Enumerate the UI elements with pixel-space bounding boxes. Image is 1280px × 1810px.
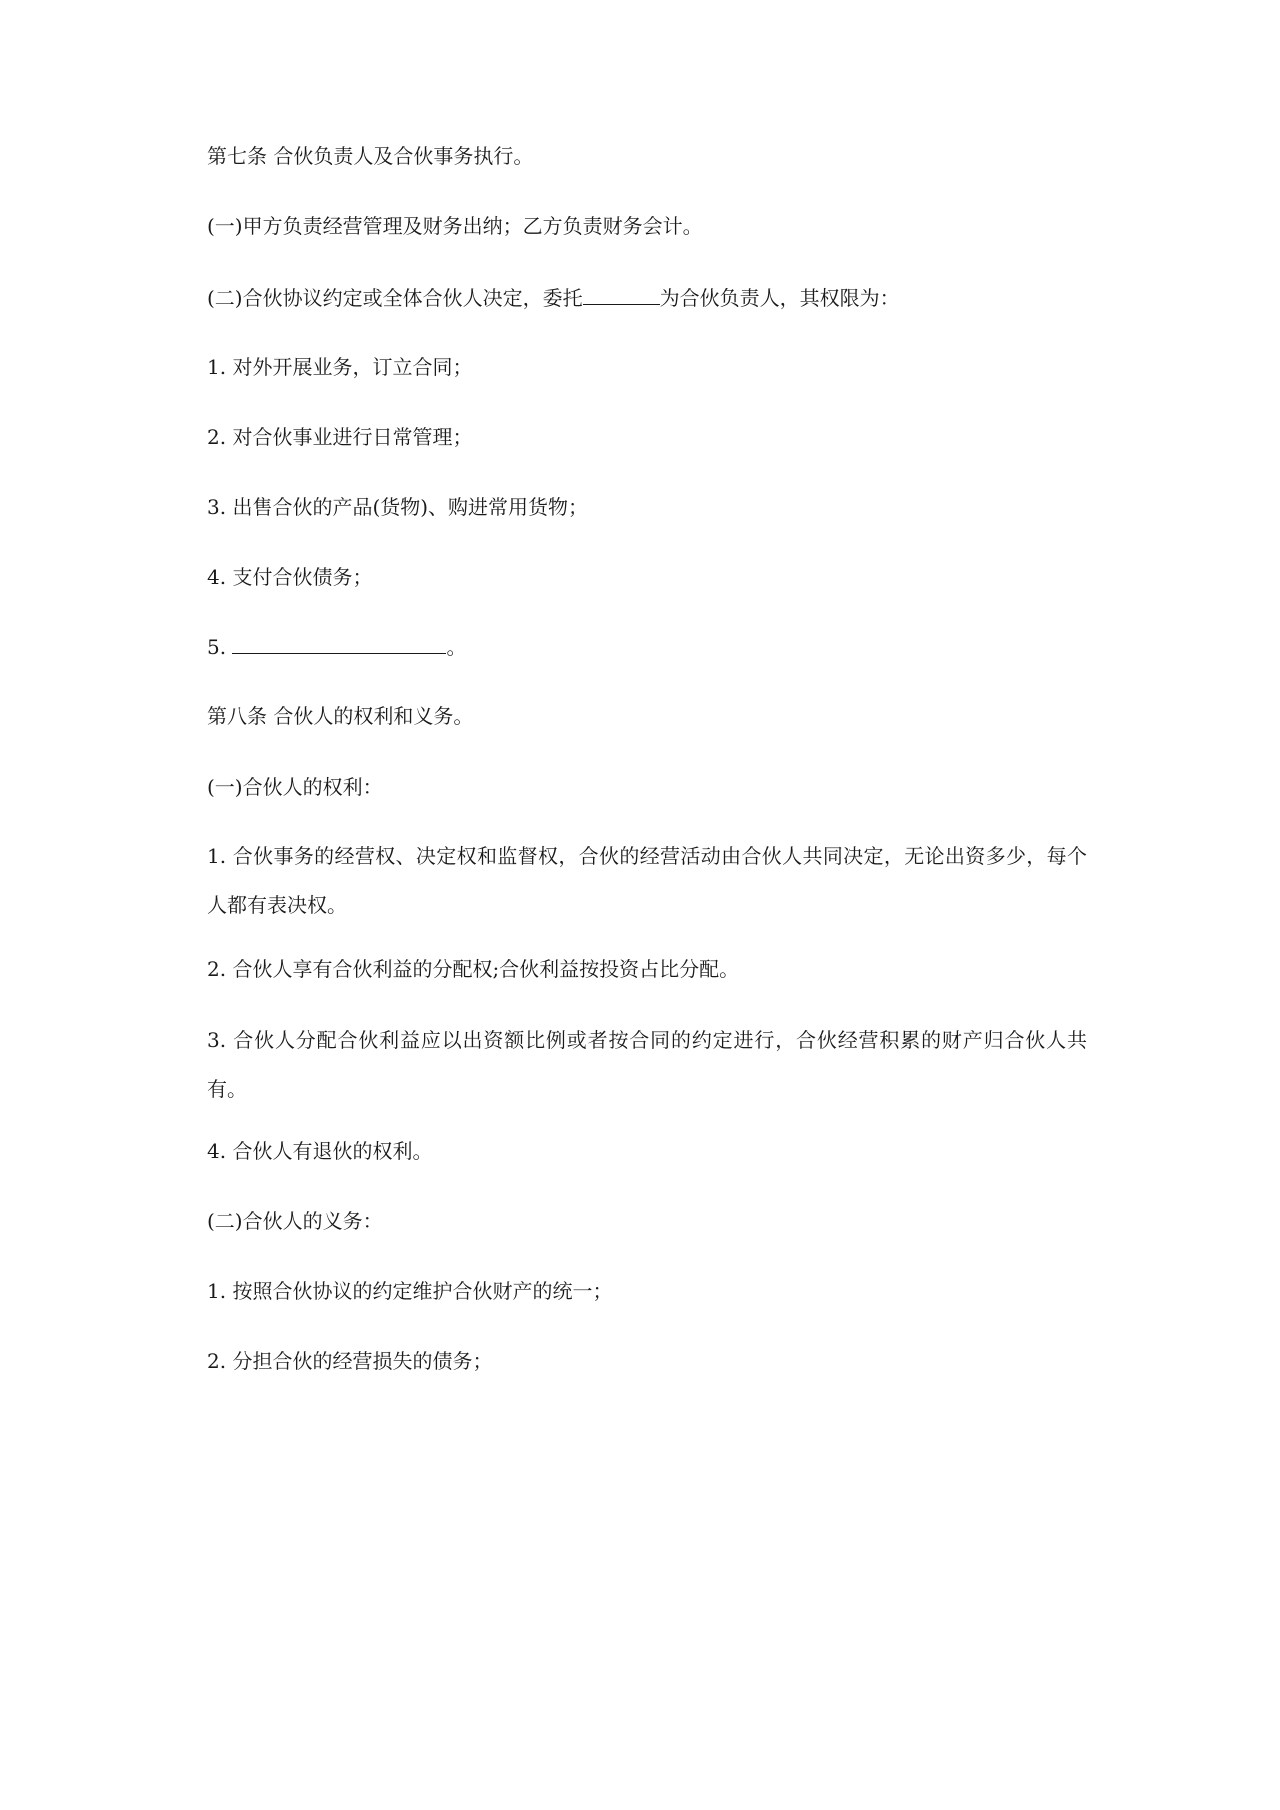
article-8-rights-2: 2. 合伙人享有合伙利益的分配权;合伙利益按投资占比分配。 [207, 957, 740, 981]
article-8-duties-title: (二)合伙人的义务： [207, 1209, 383, 1233]
article-7-sub-5: 5. 。 [207, 635, 467, 659]
article-7-item-2: (二)合伙协议约定或全体合伙人决定，委托 为合伙负责人，其权限为： [207, 286, 900, 310]
article-7-sub-2: 2. 对合伙事业进行日常管理； [207, 425, 473, 449]
article-8-rights-4: 4. 合伙人有退伙的权利。 [207, 1139, 433, 1163]
fill-in-blank-line [232, 635, 446, 654]
article-8-duties-1: 1. 按照合伙协议的约定维护合伙财产的统一； [207, 1279, 613, 1303]
article-8-rights-3: 3. 合伙人分配合伙利益应以出资额比例或者按合同的约定进行，合伙经营积累的财产归合伙人共有。 [207, 1028, 1087, 1101]
article-8-rights-title: (一)合伙人的权利： [207, 775, 383, 799]
article-7-sub-1: 1. 对外开展业务，订立合同； [207, 355, 473, 379]
article-7-title: 第七条 合伙负责人及合伙事务执行。 [207, 144, 534, 168]
article-8-rights-1: 1. 合伙事务的经营权、决定权和监督权，合伙的经营活动由合伙人共同决定，无论出资多少，每个人都有表决权。 [207, 844, 1087, 917]
article-7-item-1: (一)甲方负责经营管理及财务出纳；乙方负责财务会计。 [207, 214, 703, 238]
fill-in-blank-line [583, 286, 660, 305]
article-7-sub-4: 4. 支付合伙债务； [207, 565, 373, 589]
article-7-sub-3: 3. 出售合伙的产品(货物)、购进常用货物； [207, 495, 589, 519]
article-8-title: 第八条 合伙人的权利和义务。 [207, 704, 474, 728]
article-8-duties-2: 2. 分担合伙的经营损失的债务； [207, 1349, 493, 1373]
